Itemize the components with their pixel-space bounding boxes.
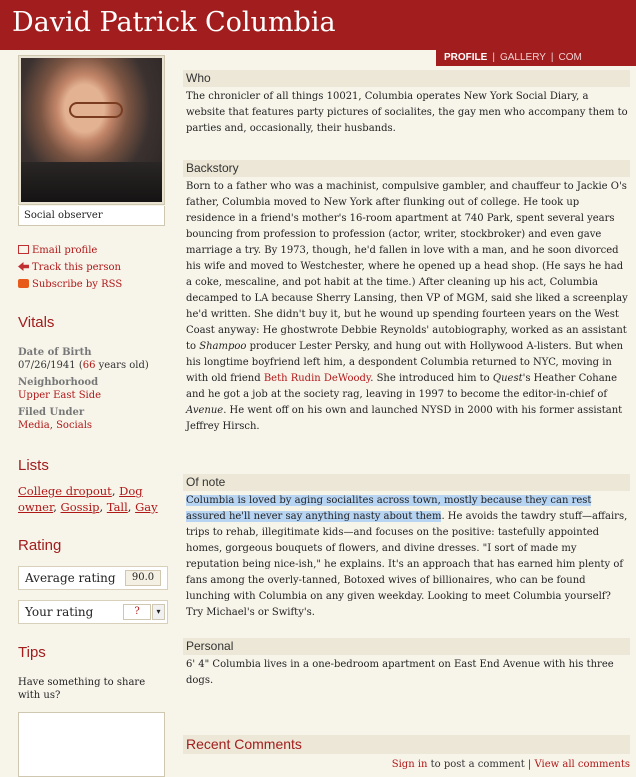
recent-comments-heading: Recent Comments [183,735,630,754]
profile-links [18,242,122,293]
list-gay[interactable]: Gay [135,500,158,514]
personal-heading: Personal [183,638,630,655]
rating-heading: Rating [18,537,62,554]
comment-actions [392,759,630,770]
portrait-image [21,58,162,202]
your-rating-label: Your rating [25,605,94,619]
track-person-link[interactable] [18,259,122,276]
suit-shape [21,162,162,202]
film-title: Shampoo [199,341,247,352]
view-all-comments-link[interactable]: View all comments [534,759,630,770]
chevron-down-icon[interactable]: ▾ [152,604,165,620]
page-title: David Patrick Columbia [12,7,336,38]
list-sep: , [99,500,104,514]
subscribe-rss-label: Subscribe by RSS [32,279,123,290]
profile-photo [18,55,165,205]
glasses-shape [69,102,123,118]
average-rating-value: 90.0 [125,570,161,586]
backstory-section [183,160,630,435]
backstory-part: . She introduced him to [370,373,493,384]
dob-age[interactable]: 66 [82,360,96,371]
envelope-icon [18,245,29,254]
who-heading: Who [183,70,630,87]
who-section [183,70,630,137]
tips-heading: Tips [18,644,46,661]
quest-title: Quest [492,373,523,384]
backstory-part: producer Lester Persky, and hung out with Hollywood A-listers. But when his longtime boyfriend left him, a despondent Columbia returned to NYC, moving in with old friend [186,341,624,384]
rss-icon [18,279,29,288]
vitals-section [18,346,168,436]
your-rating-select[interactable]: ? [123,604,151,620]
who-text: The chronicler of all things 10021, Columbia operates New York Social Diary, a website that features party pictures of socialites, the gay men who accompany them to parties and, occasionally, their husbands. [186,91,628,134]
list-dog-owner[interactable]: Dog owner [18,484,143,514]
email-profile-link[interactable] [18,242,122,259]
dob-age-suffix: years old) [98,360,149,371]
list-sep: , [111,484,116,498]
site-header [0,0,636,50]
dob-date: 07/26/1941 [18,360,76,371]
of-note-rest: . He avoids the tawdry stuff—affairs, trips to rehab, illegitimate kids—and focuses on the positive: tastefully appointed homes, gorgeous bouquets of flowers, and divine dresses. "I sort of made my reputation being nice-ish," he explains. It's an approach that has earned him plenty of fans among the overly-tanned, Botoxed wives of billionaires, who can be found lunching with Columbia on any given weekday. Looking to meet Columbia yourself? Try Michael's or Swifty's. [186,511,628,618]
vitals-heading: Vitals [18,314,55,331]
list-college-dropout[interactable]: College dropout [18,484,112,498]
sign-in-link[interactable]: Sign in [391,759,428,770]
beth-rudin-dewoody-link[interactable]: Beth Rudin DeWoody [263,373,371,384]
backstory-part: 's Heather Cohane and he got a job at the society rag, leaving in 1997 to become the editor-in-chief of [186,373,618,400]
dob-label: Date of Birth [18,347,92,358]
tips-textarea[interactable] [18,712,165,777]
your-rating-row [18,600,168,624]
personal-section [183,638,630,689]
subscribe-rss-link[interactable] [18,276,122,293]
photo-caption: Social observer [18,206,165,226]
neighborhood-link[interactable]: Upper East Side [18,390,102,401]
neighborhood-label: Neighborhood [18,377,99,388]
backstory-part: Born to a father who was a machinist, compulsive gambler, and chauffeur to Jackie O's father, Columbia moved to New York after flunking out of college. He took up residence in a friend's mother's 16-room apartment at 740 Park, spent several years bouncing from profession to profession (actor, writer, stockbroker) and even gave marriage a try. By 1973, though, he'd fallen in love with a man, and he soon divorced his wife and moved to Westchester, where he opened up a head shop. (He says he had a coke, mescaline, and pot habit at the time.) After cleaning up his act, Columbia decamped to LA because Sherry Lansing, then VP of MGM, said she liked a screenplay he'd written. She didn't buy it, but he wound up spending fourteen years on the West Coast anyway: He ghostwrote Debbie Reynolds' autobiography, worked as an assistant to [186,181,628,352]
sidebar [12,50,168,777]
average-rating-row [18,566,168,590]
avenue-title: Avenue [186,405,224,416]
dob-paren: ( [78,360,83,371]
list-sep: , [53,500,57,514]
backstory-heading: Backstory [183,160,630,177]
lists-heading: Lists [18,457,49,474]
list-gossip[interactable]: Gossip [60,500,100,514]
of-note-heading: Of note [183,474,630,491]
filed-under-label: Filed Under [18,407,85,418]
email-profile-label: Email profile [32,245,98,256]
tips-prompt: Have something to share with us? [18,677,146,701]
nav-separator: | [492,52,495,63]
profile-nav [436,50,636,66]
dob-value [18,359,168,372]
nav-separator: | [550,52,554,63]
arrow-icon [18,262,29,271]
post-comment-text: to post a comment | [427,759,535,770]
list-sep: , [127,500,132,514]
filed-under-link[interactable]: Media, Socials [18,420,93,431]
of-note-text [183,491,630,621]
highlighted-text: Columbia is loved by aging socialites across town, mostly because they can rest assured he'll never say anything nasty about them [186,495,592,522]
lists-section [18,483,168,515]
average-rating-label: Average rating [25,571,116,585]
main-content [177,66,636,777]
backstory-part: . He went off on his own and launched NYSD in 2000 with his former assistant Jeffrey Hirsch. [186,405,623,432]
nav-gallery[interactable]: GALLERY [499,52,546,63]
list-tall[interactable]: Tall [106,500,128,514]
track-person-label: Track this person [32,262,121,273]
of-note-section [183,474,630,621]
personal-text: 6' 4" Columbia lives in a one-bedroom apartment on East End Avenue with his three dogs. [186,659,614,686]
backstory-text [183,177,630,435]
nav-more[interactable]: COM [558,52,582,63]
nav-profile[interactable]: PROFILE [444,52,488,63]
